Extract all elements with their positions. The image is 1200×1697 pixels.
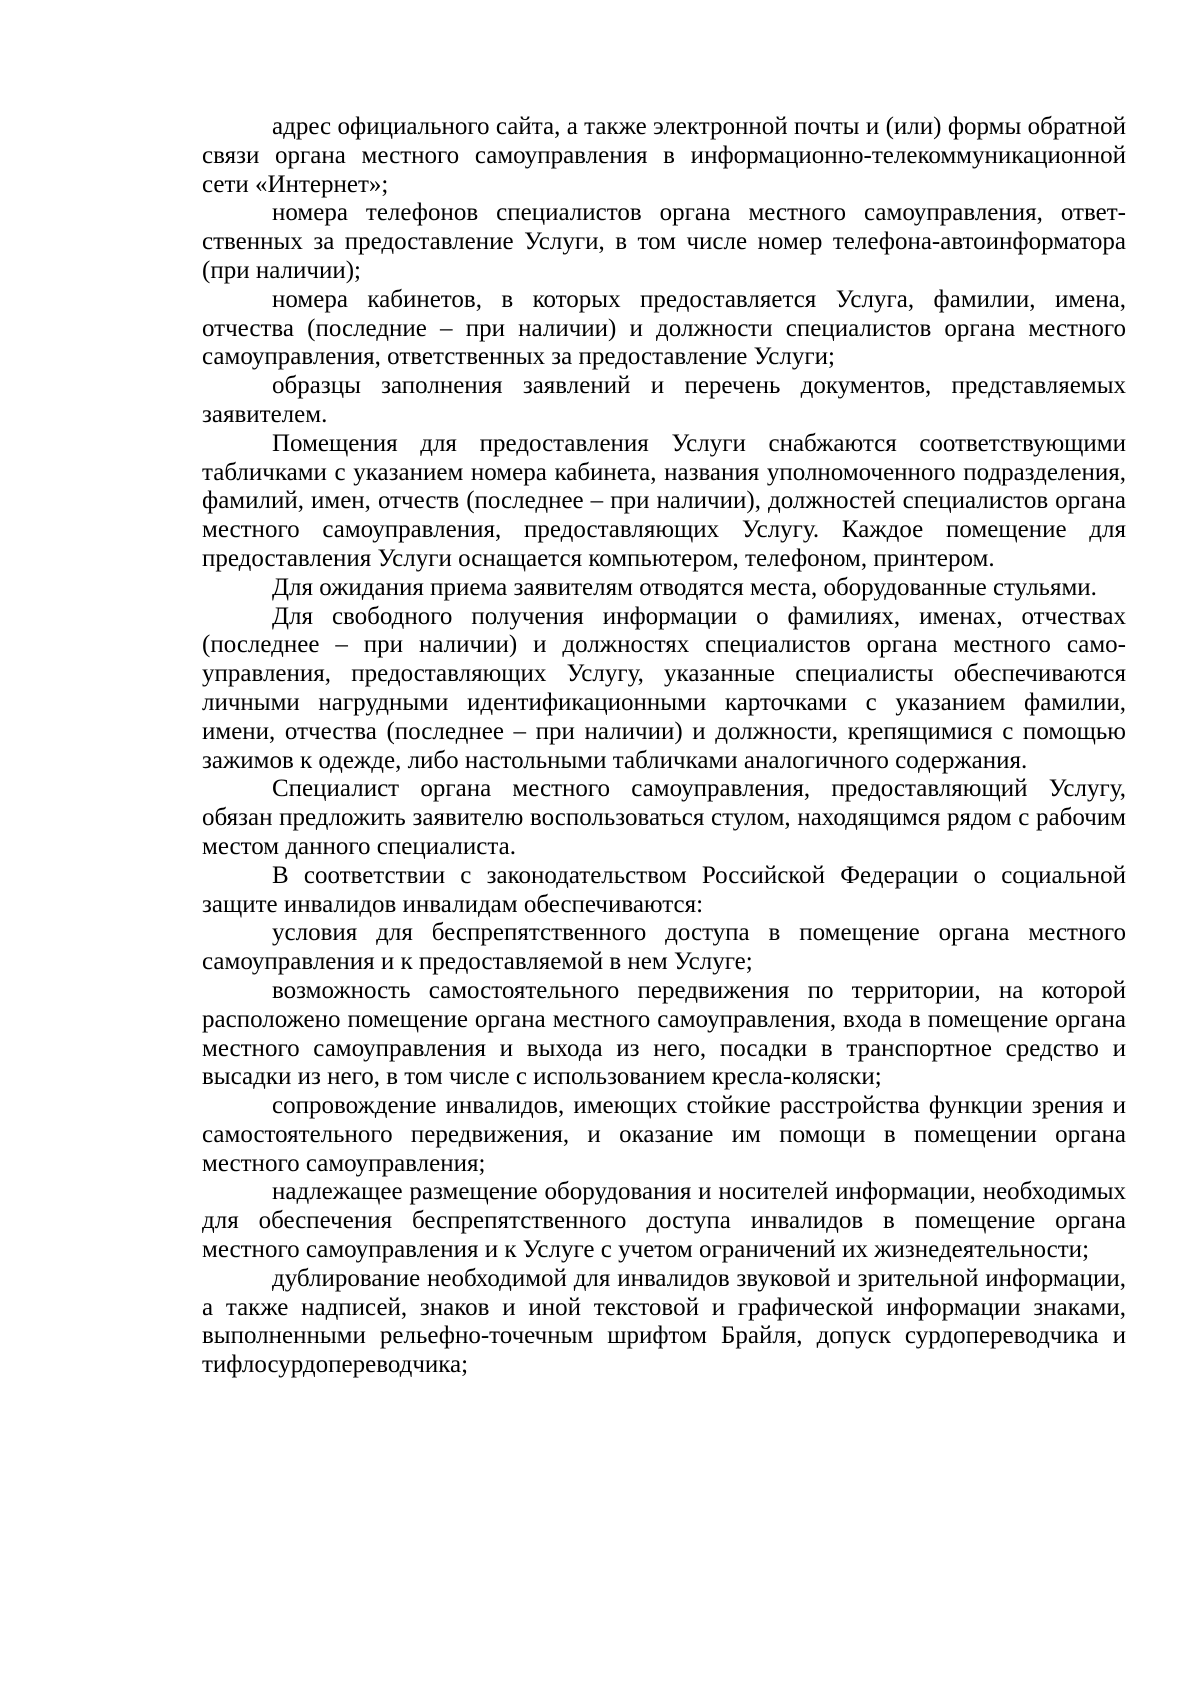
paragraph-equipment-placement: надлежащее размещение оборудования и носителей информации, необходимых для обеспечения беспрепятственного доступа инвалидов в помещение органа местного самоуправления и к Услуге с учетом ограничений их жизнедеятельности; [202,1178,1126,1264]
paragraph-disability-law: В соответствии с законодательством Российской Федерации о социальной защите инвалидов инвалидам обеспечиваются: [202,861,1126,918]
paragraph-escort: сопровождение инвалидов, имеющих стойкие расстройства функции зрения и самостоятельного передвижения, и оказание им помощи в помещении органа местного самоуправления; [202,1092,1126,1177]
paragraph-access-conditions: условия для беспрепятственного доступа в помещение органа местного самоуправления и к предоставляемой в нем Услуге; [202,919,1126,976]
paragraph-office-numbers: номера кабинетов, в которых предоставляется Услуга, фамилии, имена, отчества (последние – при наличии) и должности специалистов органа местного самоуправления, ответственных за предоставление Услуги; [202,285,1126,371]
paragraph-independent-movement: возможность самостоятельного передвижения по территории, на которой расположено помещение органа местного самоуправления, входа в помещение органа местного самоуправления и выхода из него, посадки в транспортное средство и высадки из него, в том числе с использованием кресла-коляски; [202,976,1126,1091]
paragraph-phone-numbers: номера телефонов специалистов органа местного самоуправления, ответственных за предоставление Услуги, в том числе номер телефона-автоинформатора (при наличии); [202,199,1126,284]
paragraph-specialist-chair: Специалист органа местного самоуправления, предоставляющий Услугу, обязан предложить заявителю воспользоваться стулом, находящимся рядом с рабочим местом данного специалиста. [202,775,1126,860]
paragraph-waiting-area: Для ожидания приема заявителям отводятся места, оборудованные стульями. [272,573,1097,601]
paragraph-premises-signs: Помещения для предоставления Услуги снабжаются соответствующими табличками с указанием номера кабинета, названия уполномоченного подразделения, фамилий, имен, отчеств (последнее – при наличии), должностей специалистов органа местного самоуправления, предоставляющих Услугу. Каждое помещение для предоставления Услуги оснащается компьютером, телефоном, принтером. [202,429,1126,572]
paragraph-id-cards: Для свободного получения информации о фамилиях, именах, отчествах (последнее – при наличии) и должностях специалистов органа местного самоуправления, предоставляющих Услугу, указанные специалисты обеспечиваются личными нагрудными идентификационными карточками с указанием фамилии, имени, отчества (последнее – при наличии) и должности, крепящимися с помощью зажимов к одежде, либо настольными табличками аналогичного содержания. [202,602,1126,774]
paragraph-website-address: адрес официального сайта, а также электронной почты и (или) формы обратной связи органа местного самоуправления в информационно-телекоммуникационной сети «Интернет»; [202,113,1126,198]
paragraph-braille-duplication: дублирование необходимой для инвалидов звуковой и зрительной информации, а также надписей, знаков и иной текстовой и графической информации знаками, выполненными рельефно-точечным шрифтом Брайля, допуск сурдопереводчика и тифлосурдопереводчика; [202,1264,1126,1379]
document-body [202,113,1126,1380]
paragraph-application-samples: образцы заполнения заявлений и перечень документов, представляемых заявителем. [202,372,1126,428]
